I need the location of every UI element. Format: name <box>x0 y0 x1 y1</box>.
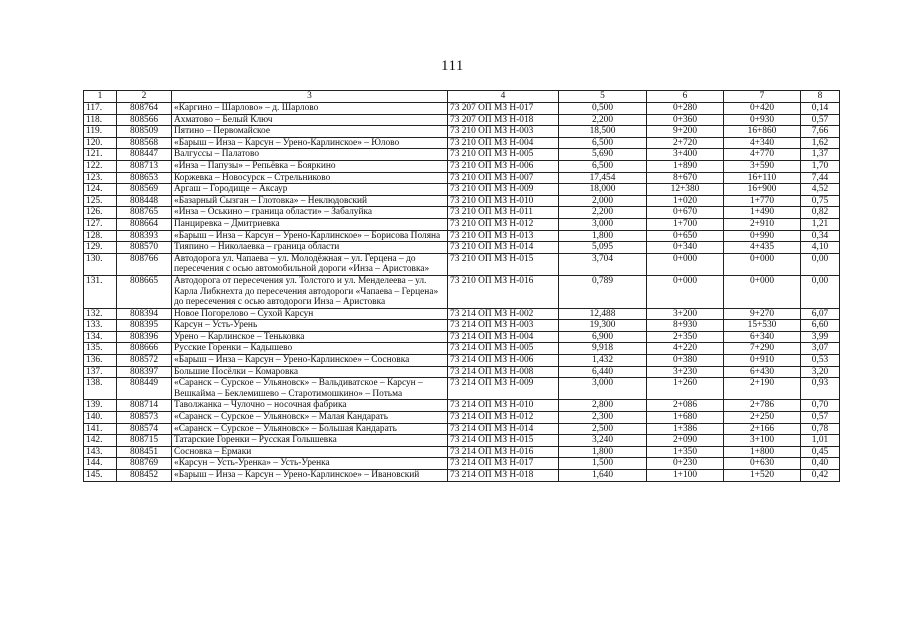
road-length: 1,640 <box>559 470 647 482</box>
table-row <box>84 275 840 308</box>
table-row <box>84 253 840 275</box>
section-length: 7,44 <box>801 172 840 184</box>
road-length: 3,000 <box>559 378 647 400</box>
start-km: 1+386 <box>647 423 724 435</box>
road-id: 808568 <box>117 137 172 149</box>
start-km: 2+350 <box>647 331 724 343</box>
road-length: 1,432 <box>559 355 647 367</box>
start-km: 0+650 <box>647 230 724 242</box>
road-length: 2,800 <box>559 400 647 412</box>
end-km: 0+000 <box>724 253 801 275</box>
road-length: 3,704 <box>559 253 647 275</box>
row-number: 135. <box>84 343 117 355</box>
road-id: 808666 <box>117 343 172 355</box>
start-km: 8+930 <box>647 320 724 332</box>
section-length: 1,70 <box>801 160 840 172</box>
road-code: 73 214 ОП МЗ Н-018 <box>448 470 559 482</box>
end-km: 9+270 <box>724 308 801 320</box>
road-code: 73 214 ОП МЗ Н-010 <box>448 400 559 412</box>
road-code: 73 214 ОП МЗ Н-014 <box>448 423 559 435</box>
start-km: 0+670 <box>647 207 724 219</box>
table-row <box>84 184 840 196</box>
row-number: 121. <box>84 149 117 161</box>
end-km: 2+910 <box>724 218 801 230</box>
road-name: Ахматово – Белый Ключ <box>172 114 448 126</box>
road-length: 2,200 <box>559 114 647 126</box>
table-row <box>84 423 840 435</box>
section-length: 0,70 <box>801 400 840 412</box>
start-km: 1+020 <box>647 195 724 207</box>
row-number: 144. <box>84 458 117 470</box>
table-row <box>84 331 840 343</box>
row-number: 134. <box>84 331 117 343</box>
road-id: 808448 <box>117 195 172 207</box>
row-number: 128. <box>84 230 117 242</box>
road-id: 808713 <box>117 160 172 172</box>
end-km: 0+910 <box>724 355 801 367</box>
end-km: 1+490 <box>724 207 801 219</box>
road-code: 73 210 ОП МЗ Н-007 <box>448 172 559 184</box>
road-length: 1,800 <box>559 230 647 242</box>
road-name: Таволжанка – Чулочно – носочная фабрика <box>172 400 448 412</box>
start-km: 0+000 <box>647 275 724 308</box>
table-row <box>84 195 840 207</box>
table-row <box>84 218 840 230</box>
column-header: 7 <box>724 91 801 103</box>
section-length: 0,75 <box>801 195 840 207</box>
road-length: 5,095 <box>559 242 647 254</box>
road-code: 73 210 ОП МЗ Н-006 <box>448 160 559 172</box>
road-name: Аргаш – Городище – Аксаур <box>172 184 448 196</box>
road-id: 808394 <box>117 308 172 320</box>
table-row <box>84 355 840 367</box>
road-name: Татарские Горенки – Русская Голышевка <box>172 435 448 447</box>
end-km: 0+930 <box>724 114 801 126</box>
road-name: Новое Погорелово – Сухой Карсун <box>172 308 448 320</box>
row-number: 122. <box>84 160 117 172</box>
table-row <box>84 207 840 219</box>
road-length: 6,500 <box>559 160 647 172</box>
start-km: 1+260 <box>647 378 724 400</box>
table-row <box>84 435 840 447</box>
table-row <box>84 230 840 242</box>
road-length: 6,500 <box>559 137 647 149</box>
road-code: 73 214 ОП МЗ Н-002 <box>448 308 559 320</box>
start-km: 0+280 <box>647 103 724 115</box>
road-length: 6,900 <box>559 331 647 343</box>
end-km: 4+770 <box>724 149 801 161</box>
road-length: 12,488 <box>559 308 647 320</box>
road-length: 2,000 <box>559 195 647 207</box>
end-km: 0+630 <box>724 458 801 470</box>
row-number: 143. <box>84 446 117 458</box>
row-number: 118. <box>84 114 117 126</box>
row-number: 131. <box>84 275 117 308</box>
road-name: Тияпино – Николаевка – граница области <box>172 242 448 254</box>
row-number: 127. <box>84 218 117 230</box>
start-km: 12+380 <box>647 184 724 196</box>
end-km: 3+100 <box>724 435 801 447</box>
end-km: 6+340 <box>724 331 801 343</box>
start-km: 1+350 <box>647 446 724 458</box>
table-row <box>84 470 840 482</box>
section-length: 6,60 <box>801 320 840 332</box>
road-name: Карсун – Усть-Урень <box>172 320 448 332</box>
section-length: 0,00 <box>801 275 840 308</box>
road-name: «Саранск – Сурское – Ульяновск» – Большая Кандарать <box>172 423 448 435</box>
road-length: 17,454 <box>559 172 647 184</box>
section-length: 1,62 <box>801 137 840 149</box>
section-length: 0,93 <box>801 378 840 400</box>
road-code: 73 214 ОП МЗ Н-004 <box>448 331 559 343</box>
section-length: 1,21 <box>801 218 840 230</box>
table-header-row <box>84 91 840 103</box>
road-id: 808664 <box>117 218 172 230</box>
section-length: 0,40 <box>801 458 840 470</box>
end-km: 3+590 <box>724 160 801 172</box>
end-km: 4+435 <box>724 242 801 254</box>
start-km: 0+340 <box>647 242 724 254</box>
section-length: 3,99 <box>801 331 840 343</box>
end-km: 16+900 <box>724 184 801 196</box>
road-id: 808569 <box>117 184 172 196</box>
road-name: «Барыш – Инза – Карсун – Урено-Карлинское» – Сосновка <box>172 355 448 367</box>
section-length: 0,14 <box>801 103 840 115</box>
table-row <box>84 126 840 138</box>
section-length: 0,34 <box>801 230 840 242</box>
road-code: 73 214 ОП МЗ Н-008 <box>448 366 559 378</box>
road-length: 18,500 <box>559 126 647 138</box>
start-km: 2+090 <box>647 435 724 447</box>
road-code: 73 210 ОП МЗ Н-004 <box>448 137 559 149</box>
end-km: 6+430 <box>724 366 801 378</box>
end-km: 0+990 <box>724 230 801 242</box>
row-number: 136. <box>84 355 117 367</box>
road-name: «Инза – Оськино – граница области» – Забалуйка <box>172 207 448 219</box>
road-length: 0,789 <box>559 275 647 308</box>
end-km: 16+110 <box>724 172 801 184</box>
start-km: 2+086 <box>647 400 724 412</box>
road-name: «Барыш – Инза – Карсун – Урено-Карлинское» – Ивановский <box>172 470 448 482</box>
table-row <box>84 103 840 115</box>
roads-table <box>83 90 840 482</box>
table-row <box>84 458 840 470</box>
road-name: Валгуссы – Палатово <box>172 149 448 161</box>
row-number: 123. <box>84 172 117 184</box>
road-length: 6,440 <box>559 366 647 378</box>
road-name: «Инза – Папузы» – Репьёвка – Бояркино <box>172 160 448 172</box>
table-row <box>84 308 840 320</box>
end-km: 0+420 <box>724 103 801 115</box>
road-length: 2,200 <box>559 207 647 219</box>
road-id: 808393 <box>117 230 172 242</box>
start-km: 1+680 <box>647 412 724 424</box>
section-length: 1,37 <box>801 149 840 161</box>
road-id: 808573 <box>117 412 172 424</box>
start-km: 0+230 <box>647 458 724 470</box>
end-km: 1+770 <box>724 195 801 207</box>
end-km: 2+250 <box>724 412 801 424</box>
road-code: 73 214 ОП МЗ Н-012 <box>448 412 559 424</box>
road-id: 808714 <box>117 400 172 412</box>
road-code: 73 210 ОП МЗ Н-003 <box>448 126 559 138</box>
end-km: 1+520 <box>724 470 801 482</box>
road-length: 5,690 <box>559 149 647 161</box>
table-row <box>84 149 840 161</box>
road-code: 73 210 ОП МЗ Н-014 <box>448 242 559 254</box>
road-name: Коржевка – Новосурск – Стрельниково <box>172 172 448 184</box>
row-number: 119. <box>84 126 117 138</box>
road-name: «Карсун – Усть-Уренка» – Усть-Уренка <box>172 458 448 470</box>
road-length: 0,500 <box>559 103 647 115</box>
road-code: 73 214 ОП МЗ Н-016 <box>448 446 559 458</box>
road-name: «Базарный Сызган – Глотовка» – Неклюдовский <box>172 195 448 207</box>
road-name: «Барыш – Инза – Карсун – Урено-Карлинское» – Борисова Поляна <box>172 230 448 242</box>
section-length: 6,07 <box>801 308 840 320</box>
row-number: 139. <box>84 400 117 412</box>
row-number: 142. <box>84 435 117 447</box>
road-id: 808665 <box>117 275 172 308</box>
road-id: 808572 <box>117 355 172 367</box>
section-length: 3,20 <box>801 366 840 378</box>
table-row <box>84 446 840 458</box>
column-header: 6 <box>647 91 724 103</box>
road-name: Урено – Карлинское – Теньковка <box>172 331 448 343</box>
start-km: 1+700 <box>647 218 724 230</box>
section-length: 0,53 <box>801 355 840 367</box>
section-length: 0,82 <box>801 207 840 219</box>
road-code: 73 210 ОП МЗ Н-010 <box>448 195 559 207</box>
start-km: 3+400 <box>647 149 724 161</box>
section-length: 0,78 <box>801 423 840 435</box>
road-id: 808764 <box>117 103 172 115</box>
start-km: 0+000 <box>647 253 724 275</box>
section-length: 3,07 <box>801 343 840 355</box>
table-body <box>84 103 840 482</box>
row-number: 137. <box>84 366 117 378</box>
road-code: 73 214 ОП МЗ Н-003 <box>448 320 559 332</box>
start-km: 3+200 <box>647 308 724 320</box>
start-km: 2+720 <box>647 137 724 149</box>
table-row <box>84 412 840 424</box>
road-name: Автодорога ул. Чапаева – ул. Молодёжная – ул. Герцена – до пересечения с осью автомобильной дороги «Инза – Аристовка» <box>172 253 448 275</box>
start-km: 4+220 <box>647 343 724 355</box>
road-name: Русские Горенки – Кадышево <box>172 343 448 355</box>
row-number: 117. <box>84 103 117 115</box>
table-row <box>84 114 840 126</box>
road-name: Сосновка – Ермаки <box>172 446 448 458</box>
row-number: 140. <box>84 412 117 424</box>
road-code: 73 210 ОП МЗ Н-016 <box>448 275 559 308</box>
section-length: 0,00 <box>801 253 840 275</box>
table-row <box>84 366 840 378</box>
road-code: 73 210 ОП МЗ Н-013 <box>448 230 559 242</box>
road-name: «Барыш – Инза – Карсун – Урено-Карлинское» – Юлово <box>172 137 448 149</box>
end-km: 1+800 <box>724 446 801 458</box>
road-length: 1,800 <box>559 446 647 458</box>
start-km: 9+200 <box>647 126 724 138</box>
column-header: 8 <box>801 91 840 103</box>
row-number: 141. <box>84 423 117 435</box>
section-length: 1,01 <box>801 435 840 447</box>
road-code: 73 210 ОП МЗ Н-012 <box>448 218 559 230</box>
road-code: 73 214 ОП МЗ Н-015 <box>448 435 559 447</box>
table-row <box>84 137 840 149</box>
road-id: 808397 <box>117 366 172 378</box>
road-name: «Каргино – Шарлово» – д. Шарлово <box>172 103 448 115</box>
end-km: 0+000 <box>724 275 801 308</box>
road-length: 1,500 <box>559 458 647 470</box>
road-id: 808566 <box>117 114 172 126</box>
road-id: 808396 <box>117 331 172 343</box>
row-number: 125. <box>84 195 117 207</box>
section-length: 0,57 <box>801 412 840 424</box>
table-row <box>84 320 840 332</box>
column-header: 5 <box>559 91 647 103</box>
row-number: 133. <box>84 320 117 332</box>
road-length: 18,000 <box>559 184 647 196</box>
road-id: 808653 <box>117 172 172 184</box>
row-number: 124. <box>84 184 117 196</box>
road-id: 808570 <box>117 242 172 254</box>
road-code: 73 214 ОП МЗ Н-009 <box>448 378 559 400</box>
road-code: 73 210 ОП МЗ Н-009 <box>448 184 559 196</box>
table-row <box>84 378 840 400</box>
table-row <box>84 343 840 355</box>
row-number: 126. <box>84 207 117 219</box>
section-length: 4,10 <box>801 242 840 254</box>
end-km: 2+166 <box>724 423 801 435</box>
section-length: 0,45 <box>801 446 840 458</box>
table-row <box>84 160 840 172</box>
start-km: 1+100 <box>647 470 724 482</box>
table-row <box>84 172 840 184</box>
end-km: 16+860 <box>724 126 801 138</box>
road-id: 808715 <box>117 435 172 447</box>
road-id: 808451 <box>117 446 172 458</box>
start-km: 3+230 <box>647 366 724 378</box>
section-length: 7,66 <box>801 126 840 138</box>
row-number: 138. <box>84 378 117 400</box>
road-length: 3,240 <box>559 435 647 447</box>
road-name: «Саранск – Сурское – Ульяновск» – Малая Кандарать <box>172 412 448 424</box>
end-km: 15+530 <box>724 320 801 332</box>
road-code: 73 214 ОП МЗ Н-006 <box>448 355 559 367</box>
road-name: Пятино – Первомайское <box>172 126 448 138</box>
road-length: 19,300 <box>559 320 647 332</box>
road-code: 73 214 ОП МЗ Н-017 <box>448 458 559 470</box>
road-name: Автодорога от пересечения ул. Толстого и ул. Менделеева – ул. Карла Либкнехта до пересечения автодороги «Чапаева – Герцена» до пересечения с осью автодороги Инза – Аристовка <box>172 275 448 308</box>
road-code: 73 207 ОП МЗ Н-018 <box>448 114 559 126</box>
row-number: 145. <box>84 470 117 482</box>
road-name: Большие Посёлки – Комаровка <box>172 366 448 378</box>
row-number: 130. <box>84 253 117 275</box>
end-km: 7+290 <box>724 343 801 355</box>
end-km: 2+190 <box>724 378 801 400</box>
road-code: 73 210 ОП МЗ Н-015 <box>448 253 559 275</box>
table-row <box>84 242 840 254</box>
table-row <box>84 400 840 412</box>
column-header: 4 <box>448 91 559 103</box>
road-name: Панциревка – Дмитриевка <box>172 218 448 230</box>
end-km: 2+786 <box>724 400 801 412</box>
road-length: 2,500 <box>559 423 647 435</box>
start-km: 0+360 <box>647 114 724 126</box>
row-number: 129. <box>84 242 117 254</box>
section-length: 0,42 <box>801 470 840 482</box>
road-id: 808447 <box>117 149 172 161</box>
row-number: 120. <box>84 137 117 149</box>
column-header: 1 <box>84 91 117 103</box>
section-length: 4,52 <box>801 184 840 196</box>
road-length: 3,000 <box>559 218 647 230</box>
road-code: 73 210 ОП МЗ Н-005 <box>448 149 559 161</box>
road-code: 73 214 ОП МЗ Н-005 <box>448 343 559 355</box>
road-code: 73 207 ОП МЗ Н-017 <box>448 103 559 115</box>
end-km: 4+340 <box>724 137 801 149</box>
column-header: 2 <box>117 91 172 103</box>
road-id: 808765 <box>117 207 172 219</box>
road-id: 808766 <box>117 253 172 275</box>
road-id: 808574 <box>117 423 172 435</box>
road-id: 808509 <box>117 126 172 138</box>
start-km: 1+890 <box>647 160 724 172</box>
road-id: 808395 <box>117 320 172 332</box>
road-id: 808449 <box>117 378 172 400</box>
column-header: 3 <box>172 91 448 103</box>
row-number: 132. <box>84 308 117 320</box>
road-id: 808452 <box>117 470 172 482</box>
start-km: 8+670 <box>647 172 724 184</box>
start-km: 0+380 <box>647 355 724 367</box>
road-name: «Саранск – Сурское – Ульяновск» – Вальдиватское – Карсун – Вешкайма – Беклемишево – Старотимошкино» – Потьма <box>172 378 448 400</box>
road-id: 808769 <box>117 458 172 470</box>
road-length: 2,300 <box>559 412 647 424</box>
section-length: 0,57 <box>801 114 840 126</box>
page-number: 111 <box>441 58 464 74</box>
road-code: 73 210 ОП МЗ Н-011 <box>448 207 559 219</box>
road-length: 9,918 <box>559 343 647 355</box>
